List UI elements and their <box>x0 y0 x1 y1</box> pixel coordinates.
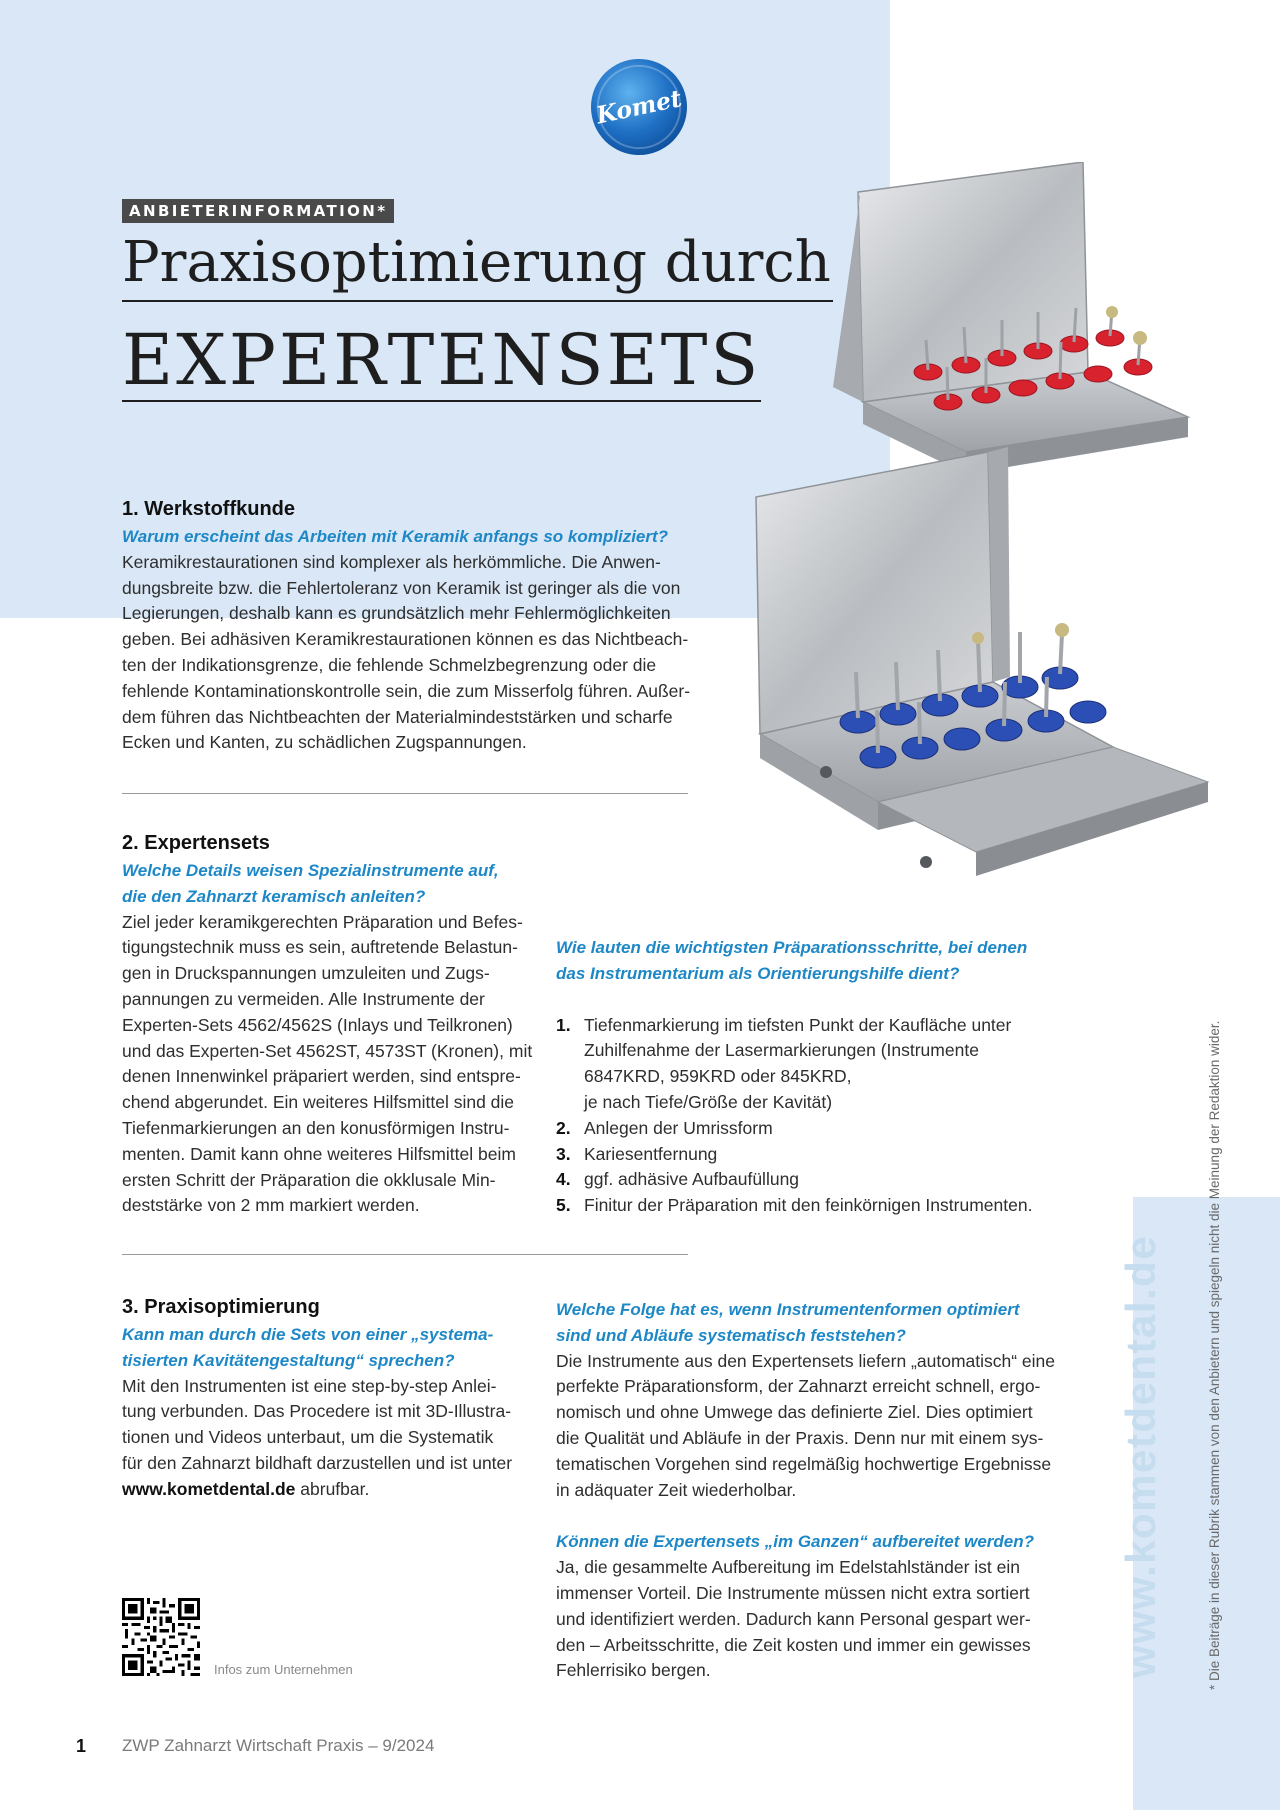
advertiser-info-tag: ANBIETERINFORMATION* <box>122 199 394 223</box>
section2-line: Ziel jeder keramikgerechten Präparation und Befes- <box>122 911 523 932</box>
page-title-line2: EXPERTENSETS <box>122 319 762 401</box>
section2-line: ersten Schritt der Präparation die okklusale Min- <box>122 1169 496 1190</box>
right-question-line: sind und Abläufe systematisch feststehen? <box>556 1325 906 1345</box>
steps-question-line: das Instrumentarium als Orientierungshilfe dient? <box>556 963 960 983</box>
section3-heading: 3. Praxisoptimierung <box>122 1296 320 1318</box>
section1-line: Ecken und Kanten, zu schädlichen Zugspannungen. <box>122 732 527 753</box>
section1-line: ten der Indikationsgrenze, die fehlende Schmelzbegrenzung oder die <box>122 654 657 675</box>
section1-line: geben. Bei adhäsiven Keramikrestaurationen können es das Nichtbeach- <box>122 629 689 650</box>
list-item <box>556 1116 1076 1142</box>
page-number: 1 <box>76 1736 87 1756</box>
section2-line: deststärke von 2 mm markiert werden. <box>122 1195 420 1216</box>
steps-question-line: Wie lauten die wichtigsten Präparationsschritte, bei denen <box>556 938 1028 957</box>
section3-right-column <box>556 1297 1076 1684</box>
section2-line: denen Innenwinkel präpariert werden, sind entspre- <box>122 1066 521 1087</box>
section2-line: Tiefenmarkierungen an den konusförmigen Instru- <box>122 1117 510 1138</box>
divider <box>122 793 688 794</box>
section2-heading: 2. Expertensets <box>122 832 270 854</box>
right-paragraph-line: den – Arbeitsschritte, die Zeit kosten und immer ein gewisses <box>556 1634 1031 1655</box>
section2-question-line: die den Zahnarzt keramisch anleiten? <box>122 886 426 906</box>
right-paragraph-line: und identifiziert werden. Dadurch kann Personal gespart wer- <box>556 1608 1031 1629</box>
section3-question-line: Kann man durch die Sets von einer „systema- <box>122 1325 494 1344</box>
section1-line: fehlende Kontaminationskontrolle sein, die zum Misserfolg führen. Außer- <box>122 680 691 701</box>
step-number: 2. <box>556 1117 571 1138</box>
section2-line: gen in Druckspannungen umzuleiten und Zugs- <box>122 963 490 984</box>
section1-line: Keramikrestaurationen sind komplexer als herkömmliche. Die Anwen- <box>122 551 661 572</box>
steps-list <box>556 1013 1076 1219</box>
step-number: 1. <box>556 1014 571 1035</box>
section3-url-line <box>122 1477 542 1503</box>
qr-label: Infos zum Unternehmen <box>214 1662 353 1677</box>
right-paragraph-line: tematischen Vorgehen sind regelmäßig hochwertige Ergebnisse <box>556 1453 1052 1474</box>
section1-question: Warum erscheint das Arbeiten mit Keramik anfangs so kompliziert? <box>122 527 669 546</box>
section2-line: chend abgerundet. Ein weiteres Hilfsmittel sind die <box>122 1092 515 1113</box>
url-suffix: abrufbar. <box>295 1478 370 1499</box>
step-number: 4. <box>556 1169 571 1190</box>
section2-line: Experten-Sets 4562/4562S (Inlays und Teilkronen) <box>122 1014 513 1035</box>
qr-code[interactable] <box>122 1598 200 1676</box>
right-paragraph-line: die Qualität und Abläufe in der Praxis. Denn nur mit einem sys- <box>556 1427 1044 1448</box>
step-text: Zuhilfenahme der Lasermarkierungen (Instrumente <box>584 1040 979 1061</box>
kometdental-link[interactable]: www.kometdental.de <box>122 1478 296 1499</box>
step-text: Anlegen der Umrissform <box>584 1117 773 1138</box>
publication-name: ZWP Zahnarzt Wirtschaft Praxis – 9/2024 <box>122 1736 435 1755</box>
divider <box>122 1254 688 1255</box>
komet-logo <box>590 58 688 156</box>
section1-line: dungsbreite bzw. die Fehlertoleranz von Keramik ist geringer als die von <box>122 577 681 598</box>
step-text: Tiefenmarkierung im tiefsten Punkt der Kaufläche unter <box>584 1014 1012 1035</box>
step-text: 6847KRD, 959KRD oder 845KRD, <box>584 1066 852 1087</box>
right-paragraph-line: immenser Vorteil. Die Instrumente müssen nicht extra sortiert <box>556 1582 1030 1603</box>
step-text: Finitur der Präparation mit den feinkörnigen Instrumenten. <box>584 1195 1033 1216</box>
section-praxisoptimierung <box>122 1292 542 1503</box>
section3-question-line: tisierten Kavitätengestaltung“ sprechen? <box>122 1350 455 1370</box>
side-url: www.kometdental.de <box>1117 1234 1164 1678</box>
list-item <box>556 1142 1076 1168</box>
list-item <box>556 1013 1076 1116</box>
section-expertensets <box>122 828 542 1219</box>
step-number: 5. <box>556 1195 571 1216</box>
right-paragraph-line: Fehlerrisiko bergen. <box>556 1660 711 1681</box>
section3-line: tung verbunden. Das Procedere ist mit 3D-Illustra- <box>122 1401 512 1422</box>
section3-line: tionen und Videos unterbaut, um die Systematik <box>122 1427 494 1448</box>
step-text: Kariesentfernung <box>584 1143 718 1164</box>
section2-question-line: Welche Details weisen Spezialinstrumente auf, <box>122 861 499 880</box>
right-question-line: Welche Folge hat es, wenn Instrumentenformen optimiert <box>556 1300 1020 1319</box>
section1-line: Legierungen, deshalb kann es grundsätzlich mehr Fehlermöglichkeiten <box>122 603 671 624</box>
section2-line: menten. Damit kann ohne weiteres Hilfsmittel beim <box>122 1143 516 1164</box>
step-number: 3. <box>556 1143 571 1164</box>
list-item <box>556 1193 1076 1219</box>
step-text: je nach Tiefe/Größe der Kavität) <box>584 1091 833 1112</box>
section1-line: dem führen das Nichtbeachten der Materialmindeststärken und scharfe <box>122 706 673 727</box>
right-paragraph-line: Die Instrumente aus den Expertensets liefern „automatisch“ eine <box>556 1350 1056 1371</box>
section3-line: für den Zahnarzt bildhaft darzustellen und ist unter <box>122 1452 513 1473</box>
list-item <box>556 1167 1076 1193</box>
section2-line: tigungstechnik muss es sein, auftretende Belastun- <box>122 937 518 958</box>
section3-line: Mit den Instrumenten ist eine step-by-step Anlei- <box>122 1375 497 1396</box>
right-paragraph-line: perfekte Präparationsform, der Zahnarzt erreicht schnell, ergo- <box>556 1376 1041 1397</box>
step-text: ggf. adhäsive Aufbaufüllung <box>584 1169 800 1190</box>
section2-line: pannungen zu vermeiden. Alle Instrumente der <box>122 988 485 1009</box>
product-image <box>748 162 1218 890</box>
page-title-line1: Praxisoptimierung durch <box>122 226 833 302</box>
right-paragraph-line: nomisch und ohne Umwege das definierte Ziel. Dies optimiert <box>556 1402 1033 1423</box>
preparation-steps <box>556 935 1076 1219</box>
right-question-2: Können die Expertensets „im Ganzen“ aufbereitet werden? <box>556 1532 1034 1552</box>
large-instrument-stand <box>756 447 1208 876</box>
right-paragraph-line: Ja, die gesammelte Aufbereitung im Edelstahlständer ist ein <box>556 1557 1021 1578</box>
small-instrument-stand <box>833 162 1188 474</box>
section2-line: und das Experten-Set 4562ST, 4573ST (Kronen), mit <box>122 1040 533 1061</box>
logo-wordmark: Komet <box>593 84 685 130</box>
section-werkstoffkunde <box>122 494 712 756</box>
section1-heading: 1. Werkstoffkunde <box>122 498 295 520</box>
disclaimer: * Die Beiträge in dieser Rubrik stammen von den Anbietern und spiegeln nicht die Meinung der Redaktion wider. <box>1207 1020 1222 1690</box>
right-paragraph-line: in adäquater Zeit wiederholbar. <box>556 1479 797 1500</box>
